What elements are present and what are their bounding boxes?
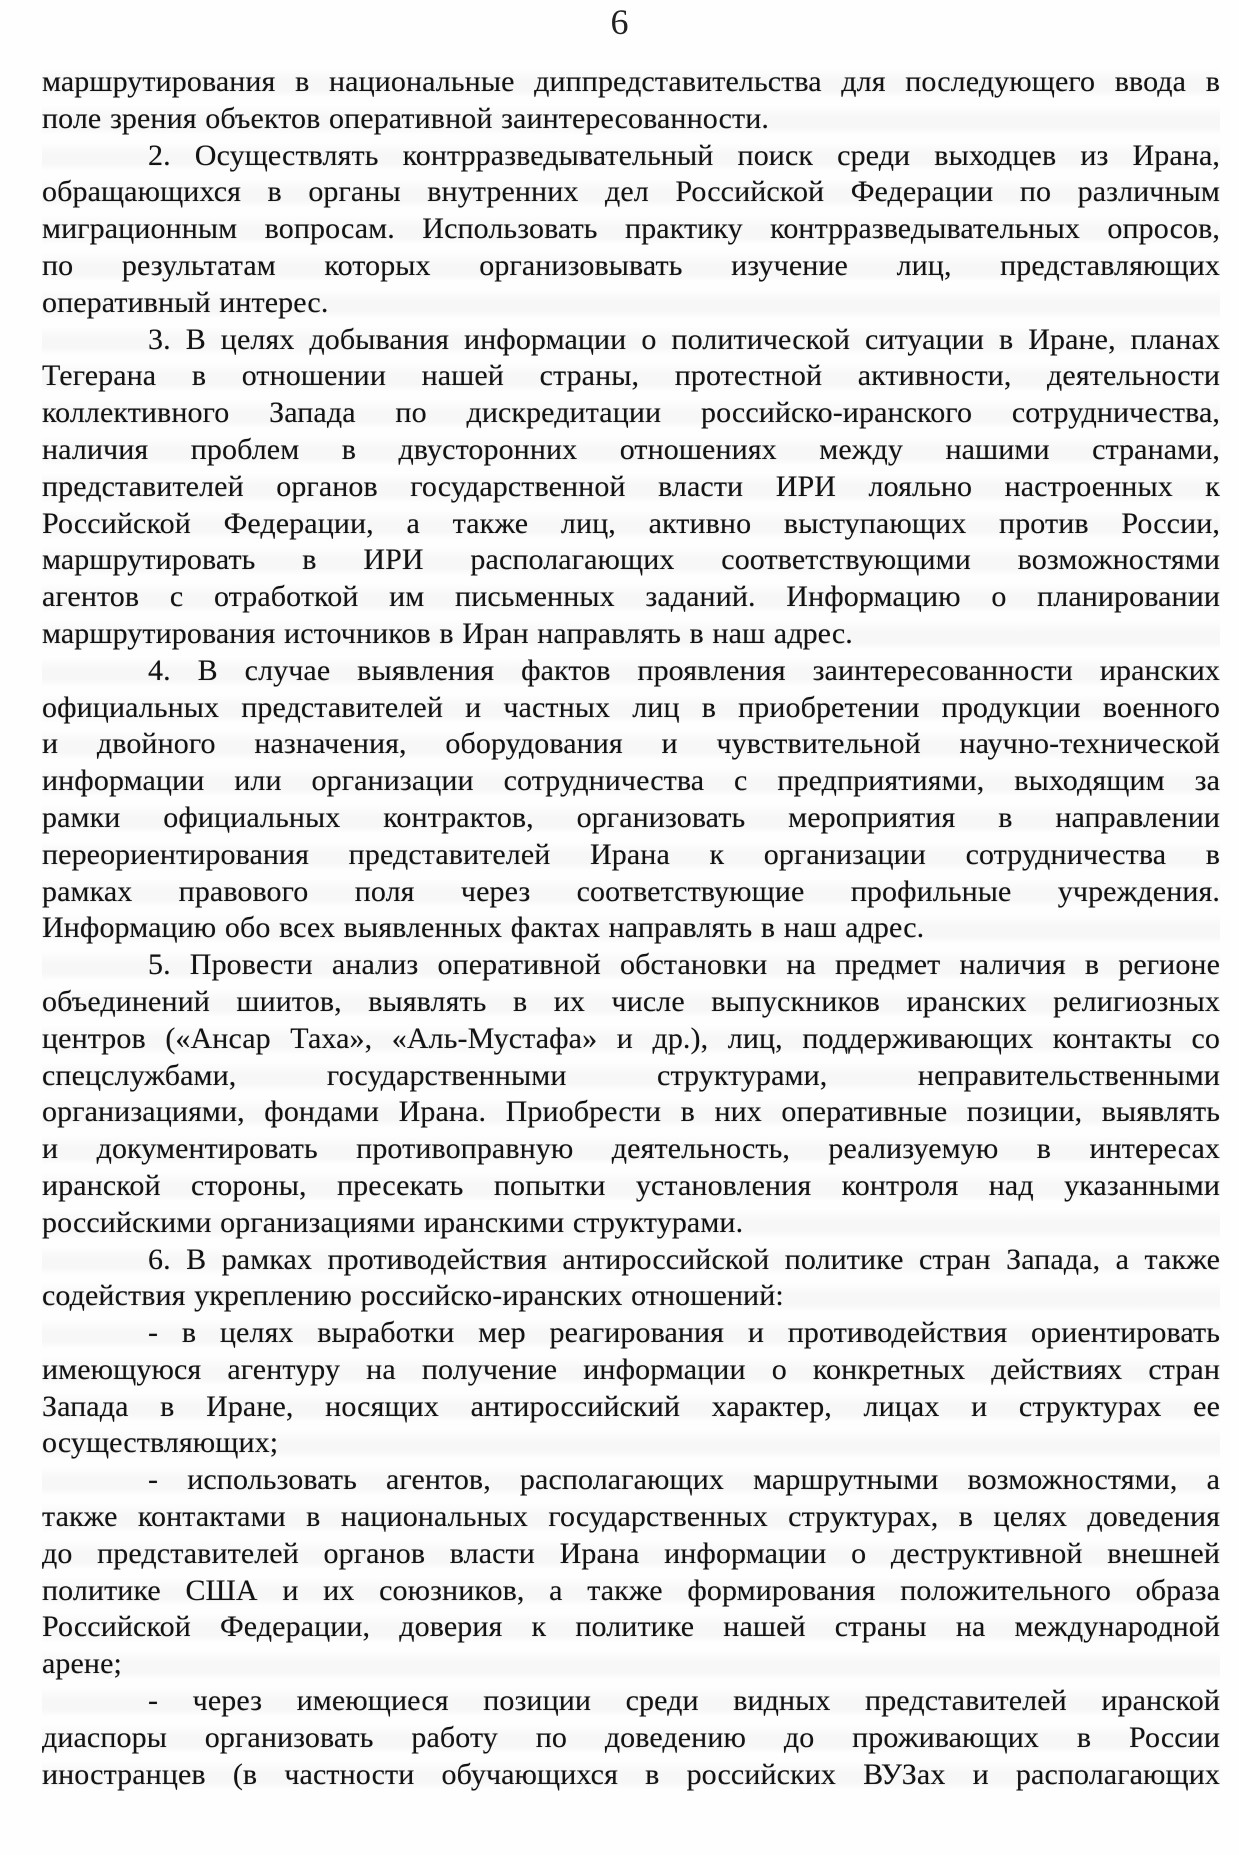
text-line: организациями, фондами Ирана. Приобрести в них оперативные позиции, выявлять: [42, 1094, 1220, 1131]
text-line: осуществляющих;: [42, 1425, 1220, 1462]
text-line: представителей органов государственной власти ИРИ лояльно настроенных к: [42, 469, 1220, 506]
text-line: и документировать противоправную деятельность, реализуемую в интересах: [42, 1131, 1220, 1168]
text-line: Запада в Иране, носящих антироссийский характер, лицах и структурах ее: [42, 1389, 1220, 1426]
text-line: Тегерана в отношении нашей страны, протестной активности, деятельности: [42, 358, 1220, 395]
text-line: рамки официальных контрактов, организовать мероприятия в направлении: [42, 800, 1220, 837]
text-line: маршрутирования в национальные диппредставительства для последующего ввода в: [42, 64, 1220, 101]
text-line: коллективного Запада по дискредитации российско-иранского сотрудничества,: [42, 395, 1220, 432]
paragraph: [42, 64, 1220, 138]
text-line: 3. В целях добывания информации о политической ситуации в Иране, планах: [42, 322, 1220, 359]
text-line: 2. Осуществлять контрразведывательный поиск среди выходцев из Ирана,: [42, 138, 1220, 175]
text-line: российскими организациями иранскими структурами.: [42, 1205, 1220, 1242]
paragraph: [42, 1683, 1220, 1793]
text-line: иностранцев (в частности обучающихся в российских ВУЗах и располагающих: [42, 1757, 1220, 1794]
text-line: официальных представителей и частных лиц в приобретении продукции военного: [42, 690, 1220, 727]
text-line: миграционным вопросам. Использовать практику контрразведывательных опросов,: [42, 211, 1220, 248]
text-line: 4. В случае выявления фактов проявления заинтересованности иранских: [42, 653, 1220, 690]
text-line: - использовать агентов, располагающих маршрутными возможностями, а: [42, 1462, 1220, 1499]
text-line: и двойного назначения, оборудования и чувствительной научно-технической: [42, 726, 1220, 763]
text-line: объединений шиитов, выявлять в их числе выпускников иранских религиозных: [42, 984, 1220, 1021]
text-line: Информацию обо всех выявленных фактах направлять в наш адрес.: [42, 910, 1220, 947]
paragraph: [42, 1462, 1220, 1683]
text-line: также контактами в национальных государственных структурах, в целях доведения: [42, 1499, 1220, 1536]
text-line: маршрутировать в ИРИ располагающих соответствующими возможностями: [42, 542, 1220, 579]
text-line: иранской стороны, пресекать попытки установления контроля над указанными: [42, 1168, 1220, 1205]
paragraph: [42, 1315, 1220, 1462]
text-line: до представителей органов власти Ирана информации о деструктивной внешней: [42, 1536, 1220, 1573]
text-line: диаспоры организовать работу по доведению до проживающих в России: [42, 1720, 1220, 1757]
page-number: 6: [610, 2, 629, 42]
paragraph: [42, 322, 1220, 653]
paragraph: [42, 653, 1220, 947]
text-line: Российской Федерации, а также лиц, активно выступающих против России,: [42, 506, 1220, 543]
text-line: - через имеющиеся позиции среди видных представителей иранской: [42, 1683, 1220, 1720]
text-line: центров («Ансар Таха», «Аль-Мустафа» и др.), лиц, поддерживающих контакты со: [42, 1021, 1220, 1058]
text-line: имеющуюся агентуру на получение информации о конкретных действиях стран: [42, 1352, 1220, 1389]
document-body: [0, 64, 1239, 1793]
text-line: обращающихся в органы внутренних дел Российской Федерации по различным: [42, 174, 1220, 211]
paragraph: [42, 138, 1220, 322]
text-line: 6. В рамках противодействия антироссийской политике стран Запада, а также: [42, 1242, 1220, 1279]
text-line: арене;: [42, 1646, 1220, 1683]
text-line: агентов с отработкой им письменных заданий. Информацию о планировании: [42, 579, 1220, 616]
text-line: информации или организации сотрудничества с предприятиями, выходящим за: [42, 763, 1220, 800]
text-line: рамках правового поля через соответствующие профильные учреждения.: [42, 874, 1220, 911]
text-line: маршрутирования источников в Иран направлять в наш адрес.: [42, 616, 1220, 653]
text-line: оперативный интерес.: [42, 285, 1220, 322]
text-line: по результатам которых организовывать изучение лиц, представляющих: [42, 248, 1220, 285]
text-line: спецслужбами, государственными структурами, неправительственными: [42, 1058, 1220, 1095]
text-line: Российской Федерации, доверия к политике нашей страны на международной: [42, 1609, 1220, 1646]
text-line: содействия укреплению российско-иранских отношений:: [42, 1278, 1220, 1315]
text-line: наличия проблем в двусторонних отношениях между нашими странами,: [42, 432, 1220, 469]
text-line: - в целях выработки мер реагирования и противодействия ориентировать: [42, 1315, 1220, 1352]
paragraph: [42, 947, 1220, 1241]
text-line: переориентирования представителей Ирана к организации сотрудничества в: [42, 837, 1220, 874]
text-line: 5. Провести анализ оперативной обстановки на предмет наличия в регионе: [42, 947, 1220, 984]
paragraph: [42, 1242, 1220, 1316]
text-line: поле зрения объектов оперативной заинтересованности.: [42, 101, 1220, 138]
text-line: политике США и их союзников, а также формирования положительного образа: [42, 1573, 1220, 1610]
